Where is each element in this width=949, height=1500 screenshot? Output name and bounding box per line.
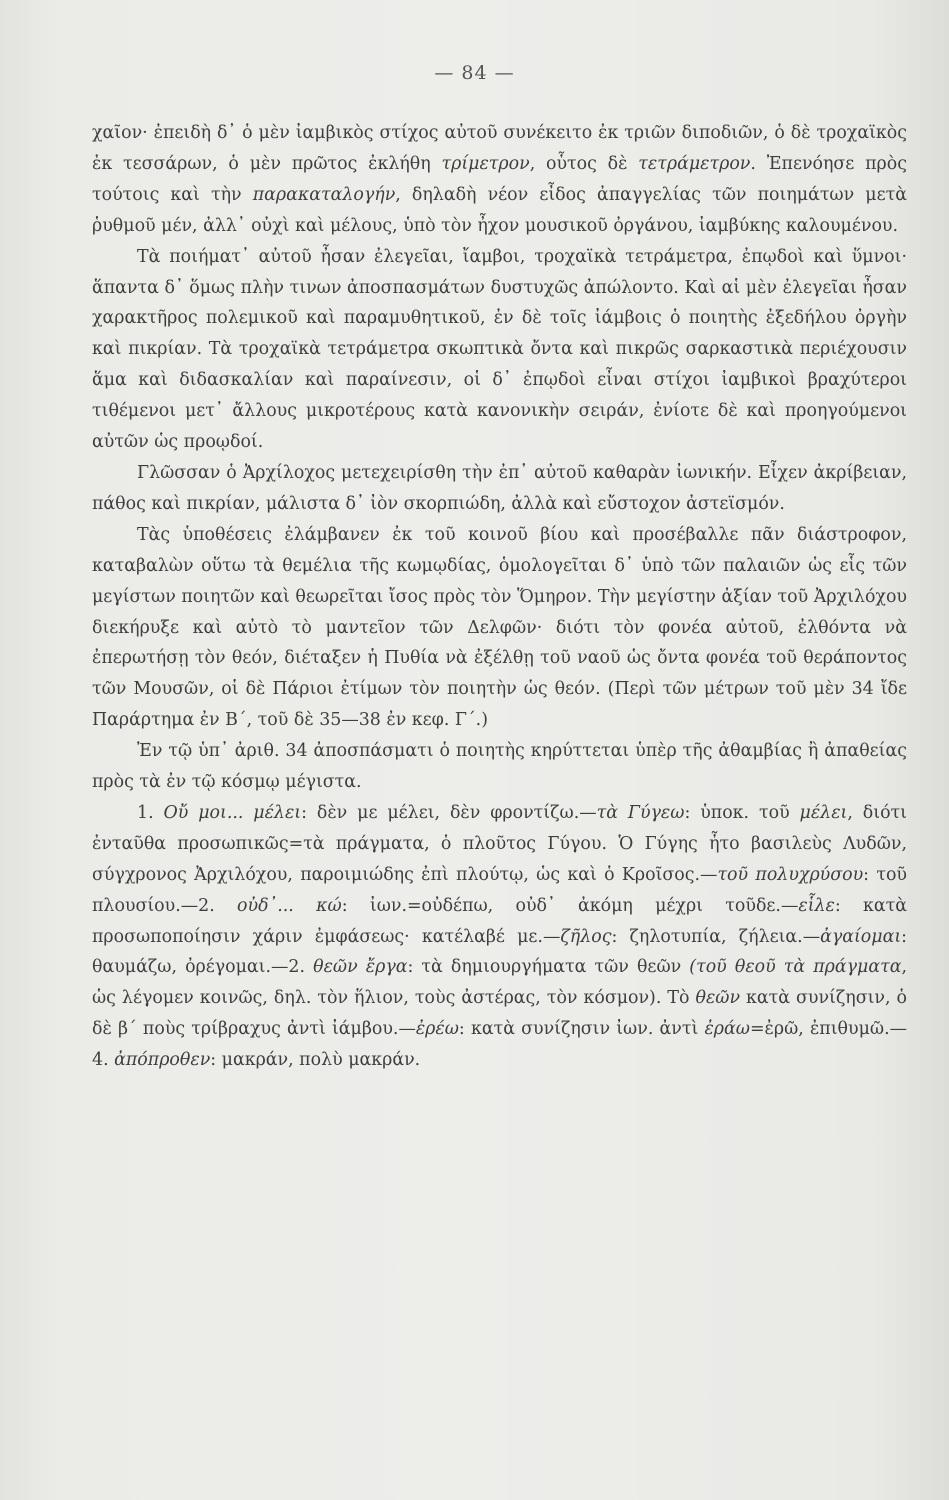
text-run: : θαυμάζω, ὀρέγομαι.—2. (92, 926, 908, 978)
italic-text: ζῆλος (560, 926, 612, 947)
text-run: 1. (137, 802, 164, 823)
italic-text: ἀπόπροθεν (114, 1050, 211, 1071)
text-run: , δηλαδὴ νέον εἶδος ἀπαγγελίας τῶν ποιημάτων μετὰ ῥυθμοῦ μέν, ἀλλ᾽ οὐχὶ καὶ μέλους, ὑπὸ τὸν ἦχον μουσικοῦ ὀργάνου, ἰαμβύκης καλουμένου. (92, 184, 907, 236)
text-run: , διότι ἐνταῦθα προσωπικῶς=τὰ πράγματα, ὁ πλοῦτος Γύγου. Ὁ Γύγης ἦτο βασιλεὺς Λυδῶν, σύγχρονος Ἀρχιλόχου, παροιμιώδης ἐπὶ πλούτῳ, ὡς καὶ ὁ Κροῖσος.— (92, 802, 907, 885)
text-run: Γλῶσσαν ὁ Ἀρχίλοχος μετεχειρίσθη τὴν ἐπ᾽ αὐτοῦ καθαρὰν ἰωνικήν. Εἶχεν ἀκρίβειαν, πάθος καὶ πικρίαν, μάλιστα δ᾽ ἰὸν σκορπιώδη, ἀλλὰ καὶ εὔστοχον ἀστεϊσμόν. (92, 462, 907, 514)
italic-text: μέλει (799, 802, 848, 823)
italic-text: τρίμετρον (441, 153, 530, 174)
italic-text: οὐδ᾽... κώ (237, 895, 342, 916)
text-run: . Ἐπενόησε πρὸς τούτοις καὶ τὴν (92, 153, 907, 205)
italic-text: θεῶν (695, 988, 741, 1009)
paragraph (92, 118, 907, 242)
text-run: =ἐρῶ, ἐπιθυμῶ.— 4. (92, 1019, 907, 1071)
text-run: Ἐν τῷ ὑπ᾽ ἀριθ. 34 ἀποσπάσματι ὁ ποιητὴς κηρύττεται ὑπὲρ τῆς ἀθαμβίας ἢ ἀπαθείας πρὸς τὰ ἐν τῷ κόσμῳ μέγιστα. (92, 741, 907, 793)
italic-text: παρακαταλογήν (252, 184, 396, 205)
text-run: : τὰ δημιουργήματα τῶν θεῶν (407, 957, 690, 978)
italic-text: τετράμετρον (638, 153, 751, 174)
text-run: : τοῦ πλουσίου.—2. (92, 864, 907, 916)
text-run: κατὰ συνίζησιν, ὁ δὲ β΄ ποὺς τρίβραχυς ἀντὶ ἰάμβου.— (92, 988, 907, 1040)
italic-text: Οὔ μοι... μέλει (163, 802, 302, 823)
paragraph (92, 458, 907, 520)
text-run: χαῖον· ἐπειδὴ δ᾽ ὁ μὲν ἰαμβικὸς στίχος αὐτοῦ συνέκειτο ἐκ τριῶν διποδιῶν, ὁ δὲ τροχαϊκὸς ἐκ τεσσάρων, ὁ μὲν πρῶτος ἐκλήθη (92, 123, 907, 174)
text-run: : ἰων.=οὐδέπω, οὐδ᾽ ἀκόμη μέχρι τοῦδε.— (341, 895, 799, 916)
page-number: — 84 — (434, 62, 515, 84)
italic-text: εἷλε (798, 895, 835, 916)
text-run: : ὑποκ. τοῦ (684, 802, 800, 823)
paragraph (92, 242, 907, 458)
text-run: : κατὰ συνίζησιν ἰων. ἀντὶ (458, 1019, 705, 1040)
body-text (92, 118, 907, 1076)
italic-text: (τοῦ θεοῦ τὰ πράγματα (689, 957, 902, 978)
text-run: , οὗτος δὲ (529, 153, 639, 174)
text-run: : κατὰ προσωποποίησιν χάριν ἐμφάσεως· κατέλαβέ με.— (92, 895, 908, 947)
paragraph (92, 736, 907, 798)
italic-text: ἐράω (704, 1019, 750, 1040)
text-run: : ζηλοτυπία, ζήλεια.— (611, 926, 821, 947)
text-run: Τὰ ποιήματ᾽ αὐτοῦ ἦσαν ἐλεγεῖαι, ἴαμβοι, τροχαϊκὰ τετράμετρα, ἐπῳδοὶ καὶ ὕμνοι· ἅπαντα δ᾽ ὅμως πλὴν τινων ἀποσπασμάτων δυστυχῶς ἀπώλοντο. Καὶ αἱ μὲν ἐλεγεῖαι ἦσαν χαρακτῆρος πολεμικοῦ καὶ παραμυθητικοῦ, ἐν δὲ τοῖς ἰάμβοις ὁ ποιητὴς ἐξεδήλου ὀργὴν καὶ πικρίαν. Τὰ τροχαϊκὰ τετράμετρα σκωπτικὰ ὄντα καὶ πικρῶς σαρκαστικὰ περιέχουσιν ἅμα καὶ διδασκαλίαν καὶ παραίνεσιν, οἱ δ᾽ ἐπῳδοὶ εἶναι στίχοι ἰαμβικοὶ βραχύτεροι τιθέμενοι μετ᾽ ἄλλους μικροτέρους κατὰ κανονικὴν σειράν, ἐνίοτε δὲ καὶ προηγούμενοι αὐτῶν ὡς προῳδοί. (92, 246, 907, 453)
paragraph (92, 520, 907, 736)
text-run: : δὲν με μέλει, δὲν φροντίζω.— (301, 802, 597, 823)
italic-text: ἐρέω (415, 1019, 459, 1040)
text-run: , ὡς λέγομεν κοινῶς, δηλ. τὸν ἥλιον, τοὺς ἀστέρας, τὸν κόσμον). Τὸ (92, 957, 907, 1009)
italic-text: τοῦ πολυχρύσου (717, 864, 864, 885)
italic-text: ἀγαίομαι (820, 926, 902, 947)
text-run: Τὰς ὑποθέσεις ἐλάμβανεν ἐκ τοῦ κοινοῦ βίου καὶ προσέβαλλε πᾶν διάστροφον, καταβαλὼν οὕτω τὰ θεμέλια τῆς κωμῳδίας, ὁμολογεῖται δ᾽ ὑπὸ τῶν παλαιῶν ὡς εἷς τῶν μεγίστων ποιητῶν καὶ θεωρεῖται ἴσος πρὸς τὸν Ὅμηρον. Τὴν μεγίστην ἀξίαν τοῦ Ἀρχιλόχου διεκήρυξε καὶ αὐτὸ τὸ μαντεῖον τῶν Δελφῶν· διότι τὸν φονέα αὐτοῦ, ἐλθόντα νὰ ἐπερωτήσῃ τὸν θεόν, διέταξεν ἡ Πυθία νὰ ἐξέλθῃ τοῦ ναοῦ ὡς ὄντα φονέα τοῦ θεράποντος τῶν Μουσῶν, οἱ δὲ Πάριοι ἐτίμων τὸν ποιητὴν ὡς θεόν. (Περὶ τῶν μέτρων τοῦ μὲν 34 ἴδε Παράρτημα ἐν Β΄, τοῦ δὲ 35—38 ἐν κεφ. Γ΄.) (92, 524, 907, 731)
paragraph (92, 798, 907, 1076)
italic-text: θεῶν ἔργα (313, 957, 408, 978)
italic-text: τὰ Γύγεω (596, 802, 685, 823)
text-run: : μακράν, πολὺ μακράν. (210, 1050, 421, 1071)
